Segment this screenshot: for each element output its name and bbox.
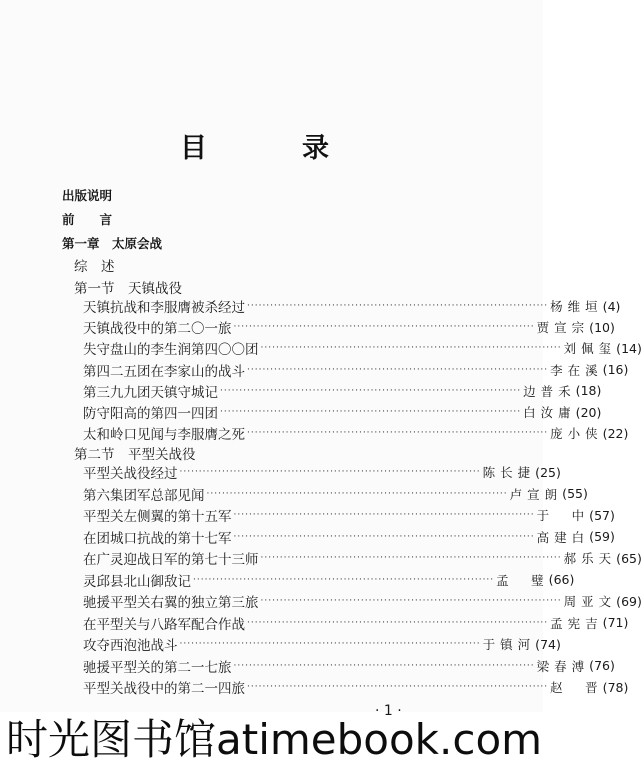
- paren-open: (: [616, 593, 622, 609]
- paren-close: ): [555, 464, 561, 480]
- toc-entry-author: 孟宪吉: [550, 615, 603, 631]
- toc-leader-dots: ··············································································: [233, 510, 535, 520]
- toc-entry-author: 周亚文: [563, 594, 617, 609]
- toc-entry-author: 陈长捷: [482, 465, 536, 480]
- toc-entry-title: 天镇战役中的第二〇一旅: [83, 321, 232, 338]
- toc-entry: [83, 382, 602, 401]
- toc-entry-page: [603, 426, 629, 441]
- toc-entry-page: [616, 341, 642, 356]
- toc-entry-title: 天镇抗战和李服膺被杀经过: [83, 300, 245, 316]
- paren-close: ): [609, 507, 615, 523]
- toc-leader-dots: ··············································································: [247, 301, 549, 311]
- toc-leader-dots: ··············································································: [233, 322, 535, 333]
- paren-close: ): [609, 658, 615, 673]
- page-value: 22: [607, 425, 624, 441]
- toc-leader-dots: ··············································································: [247, 428, 549, 439]
- toc-entry-page: [589, 529, 615, 544]
- paren-open: (: [589, 529, 595, 544]
- toc-entry-author: 赵 晋: [550, 680, 603, 695]
- toc-entry: [83, 549, 642, 568]
- paren-close: ): [623, 362, 629, 378]
- paren-open: (: [575, 383, 581, 399]
- toc-entry-page: [549, 572, 575, 587]
- page-value: 59: [594, 529, 610, 544]
- toc-entry-author: 贾宣宗: [536, 320, 590, 336]
- toc-section-2-heading: 第二节 平型关战役: [74, 447, 196, 463]
- paren-close: ): [623, 679, 629, 695]
- page-value: 71: [607, 615, 624, 630]
- toc-entry-title: 第四二五团在李家山的战斗: [83, 363, 245, 380]
- toc-entry-page: [576, 405, 602, 420]
- page-value: 4: [607, 298, 616, 314]
- paren-open: (: [589, 658, 595, 673]
- page-value: 25: [540, 464, 556, 480]
- toc-entry-author: 高建白: [536, 529, 590, 545]
- toc-entry: [83, 463, 561, 482]
- toc-entry-page: [616, 594, 642, 609]
- page-value: 69: [621, 593, 637, 609]
- page-value: 78: [607, 679, 624, 695]
- toc-leader-dots: ··············································································: [247, 364, 549, 375]
- page-title: 目 录: [180, 133, 363, 164]
- toc-entry-title: 灵邱县北山御敌记: [83, 573, 191, 590]
- paren-open: (: [602, 362, 608, 378]
- toc-entry-page: [576, 383, 602, 398]
- paren-open: (: [602, 298, 608, 314]
- toc-leader-dots: ··············································································: [260, 596, 562, 606]
- paren-open: (: [548, 572, 554, 587]
- toc-entry: [83, 403, 602, 422]
- paren-close: ): [609, 529, 615, 544]
- paren-open: (: [575, 404, 581, 420]
- toc-leader-dots: ··············································································: [179, 467, 481, 477]
- toc-entry-title: 平型关战役经过: [83, 466, 178, 482]
- page-value: 57: [594, 507, 610, 523]
- paren-open: (: [602, 615, 608, 630]
- toc-entry-page: [535, 465, 561, 480]
- page-value: 76: [594, 658, 610, 673]
- toc-entry-page: [589, 320, 615, 335]
- paren-close: ): [636, 593, 642, 609]
- paren-close: ): [609, 319, 615, 335]
- toc-overview: 综 述: [74, 259, 115, 275]
- page-value: 16: [607, 362, 624, 378]
- toc-leader-dots: ··············································································: [220, 407, 522, 417]
- paren-close: ): [555, 636, 561, 652]
- paren-open: (: [589, 319, 595, 335]
- page-value: 55: [567, 486, 583, 501]
- toc-entry-title: 在平型关与八路军配合作战: [83, 616, 245, 633]
- toc-entry: [83, 614, 629, 633]
- toc-entry: [83, 506, 615, 525]
- paren-close: ): [615, 298, 621, 314]
- toc-leader-dots: ··············································································: [193, 574, 495, 585]
- toc-leader-dots: ··············································································: [233, 660, 535, 671]
- paren-close: ): [569, 572, 575, 587]
- toc-entry: [83, 592, 642, 611]
- toc-entry: [83, 485, 588, 504]
- paren-open: (: [616, 340, 622, 356]
- toc-entry-title: 在团城口抗战的第十七军: [83, 530, 232, 547]
- page-value: 10: [594, 319, 610, 335]
- toc-entry-author: 孟 璧: [496, 572, 549, 588]
- page-value: 65: [621, 550, 637, 566]
- toc-entry: [83, 657, 615, 676]
- toc-entry-author: 白汝庸: [523, 405, 576, 420]
- page-value: 14: [621, 340, 637, 356]
- toc-entry-page: [603, 362, 629, 377]
- toc-entry: [83, 424, 629, 444]
- toc-entry-title: 太和岭口见闻与李服膺之死: [83, 427, 245, 444]
- toc-leader-dots: ··············································································: [260, 553, 562, 563]
- toc-entry-page: [603, 615, 629, 630]
- paren-close: ): [582, 486, 588, 501]
- page-value: 20: [580, 404, 597, 420]
- toc-section-1-heading: 第一节 天镇战役: [74, 281, 182, 297]
- toc-entry-page: [589, 658, 615, 673]
- toc-entry: [83, 635, 561, 654]
- toc-entry-author: 边普禾: [523, 383, 576, 399]
- toc-entry-author: 于 中: [536, 508, 590, 523]
- paren-close: ): [623, 425, 629, 441]
- toc-entry-page: [616, 551, 642, 566]
- toc-entry-author: 杨维垣: [550, 299, 603, 314]
- paren-open: (: [602, 425, 608, 441]
- toc-entry-author: 庞小侠: [550, 426, 603, 442]
- paren-open: (: [616, 550, 622, 566]
- page-value: 18: [580, 383, 597, 399]
- toc-entry: [83, 571, 575, 590]
- watermark-text: 时光图书馆atimebook.com: [6, 715, 543, 764]
- toc-entry: [83, 361, 629, 380]
- toc-preface: 前 言: [62, 212, 113, 227]
- toc-entry-page: [603, 299, 621, 314]
- toc-entry-title: 第三九九团天镇守城记: [83, 384, 218, 401]
- toc-entry: [83, 297, 621, 316]
- toc-entry-title: 平型关战役中的第二一四旅: [83, 681, 245, 697]
- toc-leader-dots: ··············································································: [220, 385, 522, 396]
- paren-close: ): [596, 383, 602, 399]
- toc-leader-dots: ··············································································: [260, 343, 562, 354]
- page-value: 74: [540, 636, 556, 652]
- toc-leader-dots: ··············································································: [233, 531, 535, 542]
- toc-leader-dots: ··············································································: [247, 617, 549, 628]
- paren-close: ): [636, 550, 642, 566]
- toc-entry-title: 防守阳高的第四一四团: [83, 406, 218, 422]
- toc-leader-dots: ··············································································: [206, 488, 508, 499]
- toc-entry: [83, 339, 642, 359]
- toc-entry-page: [603, 680, 629, 695]
- paren-close: ): [623, 615, 629, 630]
- toc-entry-author: 卢宣朗: [509, 486, 563, 502]
- paren-close: ): [596, 404, 602, 420]
- paren-open: (: [535, 636, 541, 652]
- toc-entry-page: [535, 637, 561, 652]
- page-number: · 1 ·: [375, 703, 402, 719]
- page-value: 66: [553, 572, 570, 587]
- toc-leader-dots: ··············································································: [179, 639, 481, 649]
- toc-leader-dots: ··············································································: [247, 682, 549, 692]
- toc-publication-note: 出版说明: [62, 188, 113, 203]
- paren-open: (: [535, 464, 541, 480]
- toc-entry-author: 刘佩玺: [563, 341, 617, 357]
- toc-entry-title: 攻夺西泡池战斗: [83, 638, 178, 654]
- toc-entry-author: 梁春溥: [536, 658, 590, 674]
- toc-entry-title: 驰援平型关的第二一七旅: [83, 659, 232, 676]
- paren-close: ): [636, 340, 642, 356]
- toc-chapter-1: 第一章 太原会战: [62, 236, 163, 251]
- paren-open: (: [562, 486, 568, 501]
- toc-entry-title: 平型关左侧翼的第十五军: [83, 509, 232, 525]
- toc-entry-title: 驰援平型关右翼的独立第三旅: [83, 595, 259, 611]
- toc-entry-title: 在广灵迎战日军的第七十三师: [83, 552, 259, 568]
- toc-entry: [83, 318, 615, 338]
- toc-entry: [83, 678, 629, 697]
- paren-open: (: [589, 507, 595, 523]
- toc-entry-title: 第六集团军总部见闻: [83, 487, 205, 504]
- toc-entry-page: [562, 486, 588, 501]
- toc-entry-author: 郝乐天: [563, 551, 617, 566]
- toc-entry-author: 李在溪: [550, 362, 603, 378]
- toc-entry: [83, 528, 615, 547]
- toc-entry-title: 失守盘山的李生润第四〇〇团: [83, 342, 259, 359]
- toc-entry-author: 于镇河: [482, 637, 536, 652]
- toc-entry-page: [589, 508, 615, 523]
- paren-open: (: [602, 679, 608, 695]
